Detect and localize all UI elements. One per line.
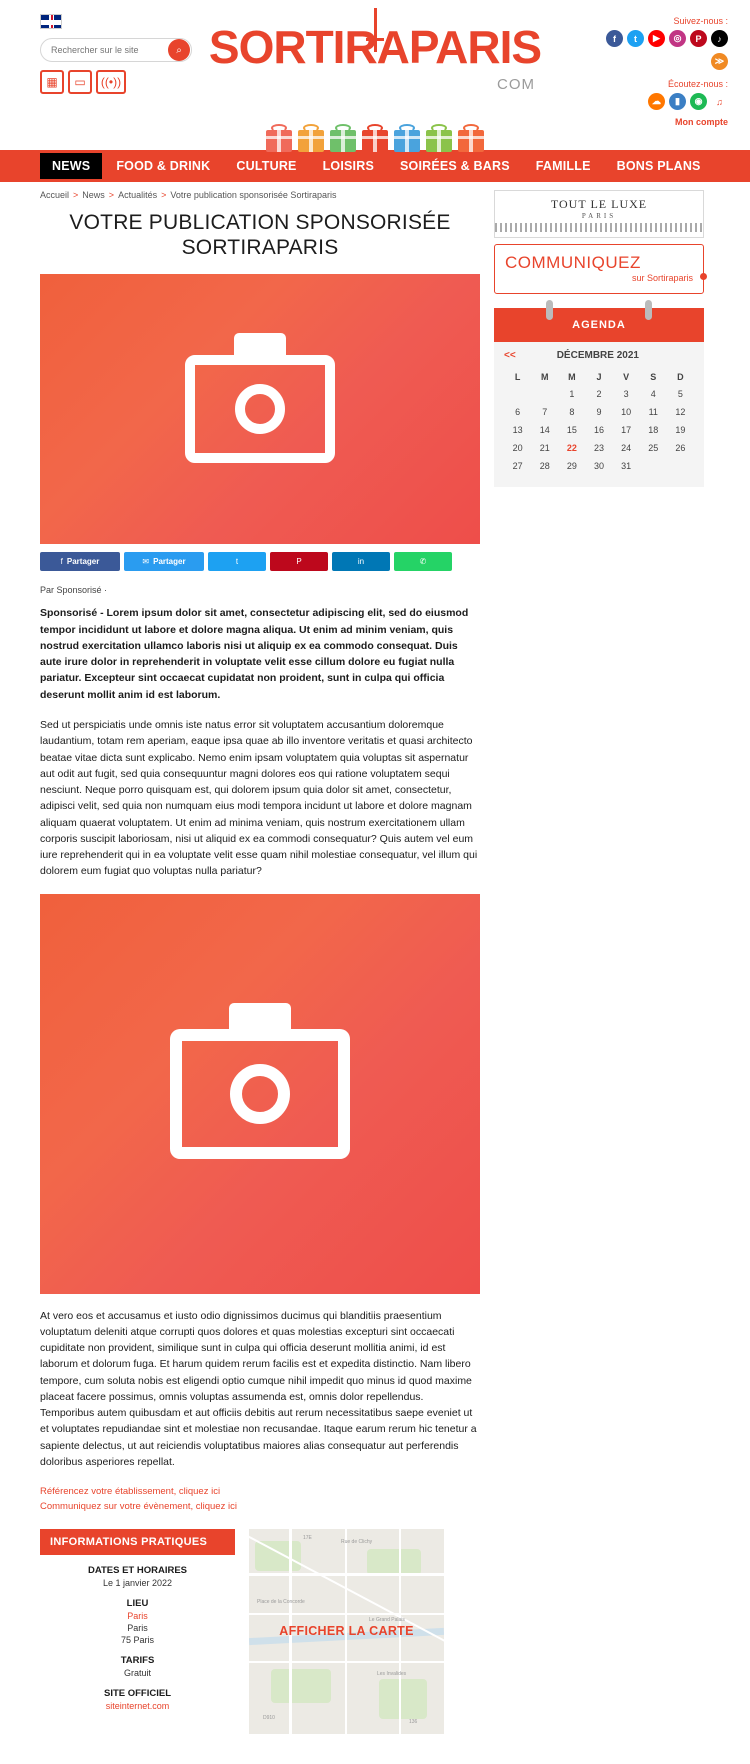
calendar-day[interactable] [640, 457, 667, 475]
share-facebook-button[interactable] [40, 552, 120, 571]
youtube-icon[interactable]: ▶ [648, 30, 665, 47]
info-value-dates: Le 1 janvier 2022 [102, 1577, 173, 1588]
calendar-weekday-row [504, 369, 694, 385]
share-whatsapp-button[interactable] [394, 552, 452, 571]
search-icon[interactable]: ⌕ [168, 39, 190, 61]
camera-placeholder-icon [170, 1029, 350, 1159]
agenda-header [494, 308, 704, 342]
podcast-icon[interactable]: ((•)) [96, 70, 126, 94]
practical-info-heading: INFORMATIONS PRATIQUES [40, 1529, 235, 1555]
info-label-tarifs: TARIFS [120, 1654, 155, 1666]
ring-left-icon [546, 300, 553, 320]
listen-block [606, 79, 728, 110]
map-tiny-label: D910 [263, 1714, 275, 1721]
follow-block [606, 16, 728, 127]
calendar-grid [504, 369, 694, 475]
calendar-day[interactable]: 15 [566, 425, 577, 435]
calendar-day[interactable]: 27 [512, 461, 523, 471]
social-icons [606, 30, 728, 47]
calendar-day[interactable]: 24 [621, 443, 632, 453]
calendar-week-row [504, 421, 694, 439]
spotify-icon[interactable]: ◉ [690, 93, 707, 110]
practical-info-box [40, 1529, 235, 1734]
calendar-weekday: M [568, 372, 576, 382]
calendar-day[interactable]: 25 [648, 443, 659, 453]
camera-placeholder-icon [185, 355, 335, 463]
logo-suffix: COM [497, 76, 535, 93]
breadcrumb-item-2[interactable]: Actualités [118, 190, 158, 200]
calendar-day[interactable]: 10 [621, 407, 632, 417]
listen-icons [606, 93, 728, 110]
tv-icon[interactable]: ▭ [68, 70, 92, 94]
page-title: VOTRE PUBLICATION SPONSORISÉE SORTIRAPARIS [69, 211, 451, 260]
calendar-day[interactable]: 1 [569, 389, 575, 399]
map-open-label[interactable]: AFFICHER LA CARTE [279, 1624, 414, 1639]
nav-item-soirees-bars[interactable]: SOIRÉES & BARS [400, 159, 510, 173]
sidebar [494, 182, 704, 1764]
calendar-weekday: V [623, 372, 630, 382]
pinterest-icon: P [296, 557, 302, 567]
share-messenger-button[interactable] [124, 552, 204, 571]
calendar-day[interactable]: 23 [593, 443, 604, 453]
article-lead: Sponsorisé - Lorem ipsum dolor sit amet, consectetur adipiscing elit, sed do eiusmod tempor incididunt ut labore et dolore magna aliqua. Ut enim ad minim veniam, quis nostrud exercitation ullamco laboris nisi ut aliquip ex ea commodo consequat. Duis aute irure dolor in reprehenderit in voluptate velit esse cillum dolore eu fugiat nulla pariatur. Excepteur sint occaecat cupidatat non proident, sunt in culpa qui officia deserunt mollit anim id est laborum. [40, 607, 469, 701]
map-tiny-label: Place de la Concorde [257, 1598, 305, 1605]
calendar-day[interactable]: 28 [539, 461, 550, 471]
hero-image [40, 274, 480, 544]
calendar-day[interactable]: 20 [512, 443, 523, 453]
article-paragraph-2: Sed ut perspiciatis unde omnis iste natus error sit voluptatem accusantium doloremque laudantium, totam rem aperiam, eaque ipsa quae ab illo inventore veritatis et quasi architecto beatae vitae dicta sunt explicabo. Nemo enim ipsam voluptatem quia voluptas sit aspernatur aut odit aut fugit, sed quia consequuntur magni dolores eos qui ratione voluptatem sequi nesciunt. Neque porro quisquam est, qui dolorem ipsum quia dolor sit amet, consectetur, adipisci velit, sed quia non numquam eius modi tempora incidunt ut labore et dolore magnam aliquam quaerat voluptatem. Ut enim ad minima veniam, quis nostrum exercitationem ullam corporis suscipit laboriosam, nisi ut aliquid ex ea commodi consequatur? Quis autem vel eum iure reprehenderit qui in ea voluptate velit esse quam nihil molestiae consequatur, vel illum qui dolorem eum fugiat quo voluptas nulla pariatur? [40, 718, 478, 878]
rss-row [606, 53, 728, 70]
facebook-icon[interactable]: f [606, 30, 623, 47]
calendar-day[interactable]: 16 [593, 425, 604, 435]
calendar-day[interactable]: 29 [566, 461, 577, 471]
info-value-site[interactable]: siteinternet.com [105, 1700, 170, 1711]
twitter-icon[interactable]: t [627, 30, 644, 47]
logo-text: SORTIRAPARIS [208, 21, 542, 73]
practical-info-body [40, 1555, 235, 1721]
communiquez-subtitle: sur Sortiraparis [631, 273, 693, 283]
map-tiny-label: 17E [303, 1534, 312, 1541]
breadcrumb-item-3[interactable]: Votre publication sponsorisée Sortiraparis [170, 190, 337, 200]
calendar-day[interactable]: 9 [596, 407, 602, 417]
ring-right-icon [645, 300, 652, 320]
calendar-day[interactable]: 5 [677, 389, 683, 399]
calendar-day[interactable]: 7 [542, 407, 548, 417]
map-preview[interactable] [249, 1529, 444, 1734]
linkedin-icon: in [357, 557, 365, 567]
calendar-weekday: M [540, 372, 549, 382]
calendar-day-today[interactable]: 22 [566, 443, 577, 453]
byline: Par Sponsorisé · [40, 585, 108, 596]
ad-banner[interactable] [494, 190, 704, 238]
site-header [0, 0, 750, 150]
calendar-day[interactable]: 8 [569, 407, 575, 417]
calendar-weekday: D [677, 372, 684, 382]
header-quick-icons [40, 70, 126, 94]
share-facebook-label: Partager [66, 557, 100, 567]
rss-icon[interactable]: ≫ [711, 53, 728, 70]
follow-label: Suivez-nous : [673, 16, 728, 26]
content-wrapper [0, 182, 750, 1764]
calendar-week-row [504, 457, 694, 475]
nav-item-famille[interactable]: FAMILLE [535, 159, 591, 173]
twitter-icon: t [235, 557, 239, 567]
agenda-title: AGENDA [572, 319, 626, 331]
map-tiny-label: Rue de Clichy [341, 1538, 373, 1545]
messenger-icon: ✉ [142, 557, 150, 567]
share-linkedin-button[interactable] [332, 552, 390, 571]
calendar-day[interactable]: 4 [650, 389, 656, 399]
calendar-week-row [504, 403, 694, 421]
share-messenger-label: Partager [153, 557, 186, 567]
calendar-day[interactable]: 18 [648, 425, 659, 435]
calendar-day[interactable]: 21 [539, 443, 550, 453]
nav-item-food-drink[interactable]: FOOD & DRINK [116, 159, 211, 173]
main-nav [0, 150, 750, 182]
map-tiny-label: Le Grand Palais [369, 1616, 405, 1623]
nav-item-news[interactable]: NEWS [40, 153, 102, 179]
listen-label: Écoutez-nous : [667, 79, 728, 89]
music-icon[interactable]: ♫ [711, 93, 728, 110]
calendar-day[interactable] [531, 385, 558, 403]
communiquez-dot-icon [700, 273, 707, 280]
info-label-lieu: LIEU [126, 1597, 149, 1609]
instagram-icon[interactable]: ◎ [669, 30, 686, 47]
share-twitter-button[interactable] [208, 552, 266, 571]
calendar-week-row [504, 439, 694, 457]
link-referencez[interactable]: Référencez votre établissement, cliquez ici [40, 1486, 221, 1498]
calendar-month-label: DÉCEMBRE 2021 [556, 350, 639, 361]
whatsapp-icon: ✆ [419, 557, 427, 567]
share-bar [40, 552, 480, 571]
calendar-icon[interactable]: ▦ [40, 70, 64, 94]
equalizer-icon[interactable]: ▮ [669, 93, 686, 110]
info-value-lieu-city: Paris [127, 1622, 148, 1633]
practical-info-row [40, 1529, 480, 1764]
calendar-day[interactable]: 14 [539, 425, 550, 435]
calendar-widget [494, 342, 704, 487]
calendar-day[interactable]: 11 [648, 407, 658, 417]
facebook-icon: f [60, 557, 63, 567]
calendar-day[interactable]: 3 [623, 389, 629, 399]
calendar-day[interactable]: 6 [515, 407, 521, 417]
communiquez-title: COMMUNIQUEZ [505, 253, 641, 272]
info-label-site: SITE OFFICIEL [103, 1687, 172, 1699]
breadcrumb-item-0[interactable]: Accueil [40, 190, 70, 200]
calendar-day[interactable]: 2 [596, 389, 602, 399]
article-paragraph-3: At vero eos et accusamus et iusto odio dignissimos ducimus qui blanditiis praesentium voluptatum deleniti atque corrupti quos dolores et quas molestias excepturi sint occaecati cupiditate non provident, similique sunt in culpa qui officia deserunt mollitia animi, id est laborum et dolorum fuga. Et harum quidem rerum facilis est et expedita distinctio. Nam libero tempore, cum soluta nobis est eligendi optio cumque nihil impedit quo minus id quod maxime placeat facere possimus, omnis voluptas assumenda est, omnis dolor repellendus. Temporibus autem quibusdam et aut officiis debitis aut rerum necessitatibus saepe eveniet ut et voluptates repudiandae sint et molestiae non recusandae. Itaque earum rerum hic tenetur a sapiente delectus, ut aut reiciendis voluptatibus maiores alias consequatur aut perferendis doloribus asperiores repellat. [40, 1309, 477, 1469]
soundcloud-icon[interactable]: ☁ [648, 93, 665, 110]
pinterest-icon[interactable]: P [690, 30, 707, 47]
calendar-prev-button[interactable]: << [504, 350, 516, 361]
calendar-day[interactable]: 13 [512, 425, 523, 435]
info-value-lieu-zip: 75 Paris [120, 1634, 155, 1645]
calendar-day[interactable]: 17 [621, 425, 632, 435]
nav-item-culture[interactable]: CULTURE [236, 159, 297, 173]
ad-line1: TOUT LE LUXE [550, 196, 648, 211]
calendar-day[interactable]: 30 [593, 461, 604, 471]
map-tiny-label: 136 [409, 1718, 418, 1725]
calendar-day[interactable]: 12 [675, 407, 686, 417]
calendar-week-row [504, 385, 694, 403]
calendar-weekday: S [650, 372, 657, 382]
calendar-day[interactable]: 31 [621, 461, 632, 471]
info-value-tarifs: Gratuit [123, 1667, 151, 1678]
info-label-dates: DATES ET HORAIRES [87, 1564, 188, 1576]
breadcrumb-item-1[interactable]: News [82, 190, 105, 200]
promo-links [40, 1484, 480, 1514]
calendar-day[interactable]: 19 [675, 425, 686, 435]
gift-row [266, 130, 484, 152]
ad-line2: PARIS [581, 211, 617, 220]
nav-item-bons-plans[interactable]: BONS PLANS [616, 159, 701, 173]
link-communiquez[interactable]: Communiquez sur votre évènement, cliquez ici [40, 1501, 237, 1513]
calendar-day[interactable]: 26 [675, 443, 686, 453]
communiquez-box[interactable] [494, 244, 704, 294]
map-tiny-label: Les Invalides [377, 1670, 407, 1677]
calendar-header [504, 350, 694, 361]
calendar-day[interactable] [667, 457, 694, 475]
calendar-weekday: J [596, 372, 602, 382]
calendar-weekday: L [514, 372, 521, 382]
breadcrumb: Accueil > News > Actualités > Votre publication sponsorisée Sortiraparis [40, 190, 337, 200]
share-pinterest-button[interactable] [270, 552, 328, 571]
tiktok-icon[interactable]: ♪ [711, 30, 728, 47]
ad-ornament [495, 223, 703, 232]
main-column [40, 182, 480, 1764]
secondary-image [40, 894, 480, 1294]
nav-item-loisirs[interactable]: LOISIRS [322, 159, 374, 173]
account-link[interactable]: Mon compte [675, 117, 728, 127]
calendar-day[interactable] [504, 385, 531, 403]
info-value-lieu-link[interactable]: Paris [127, 1610, 148, 1621]
